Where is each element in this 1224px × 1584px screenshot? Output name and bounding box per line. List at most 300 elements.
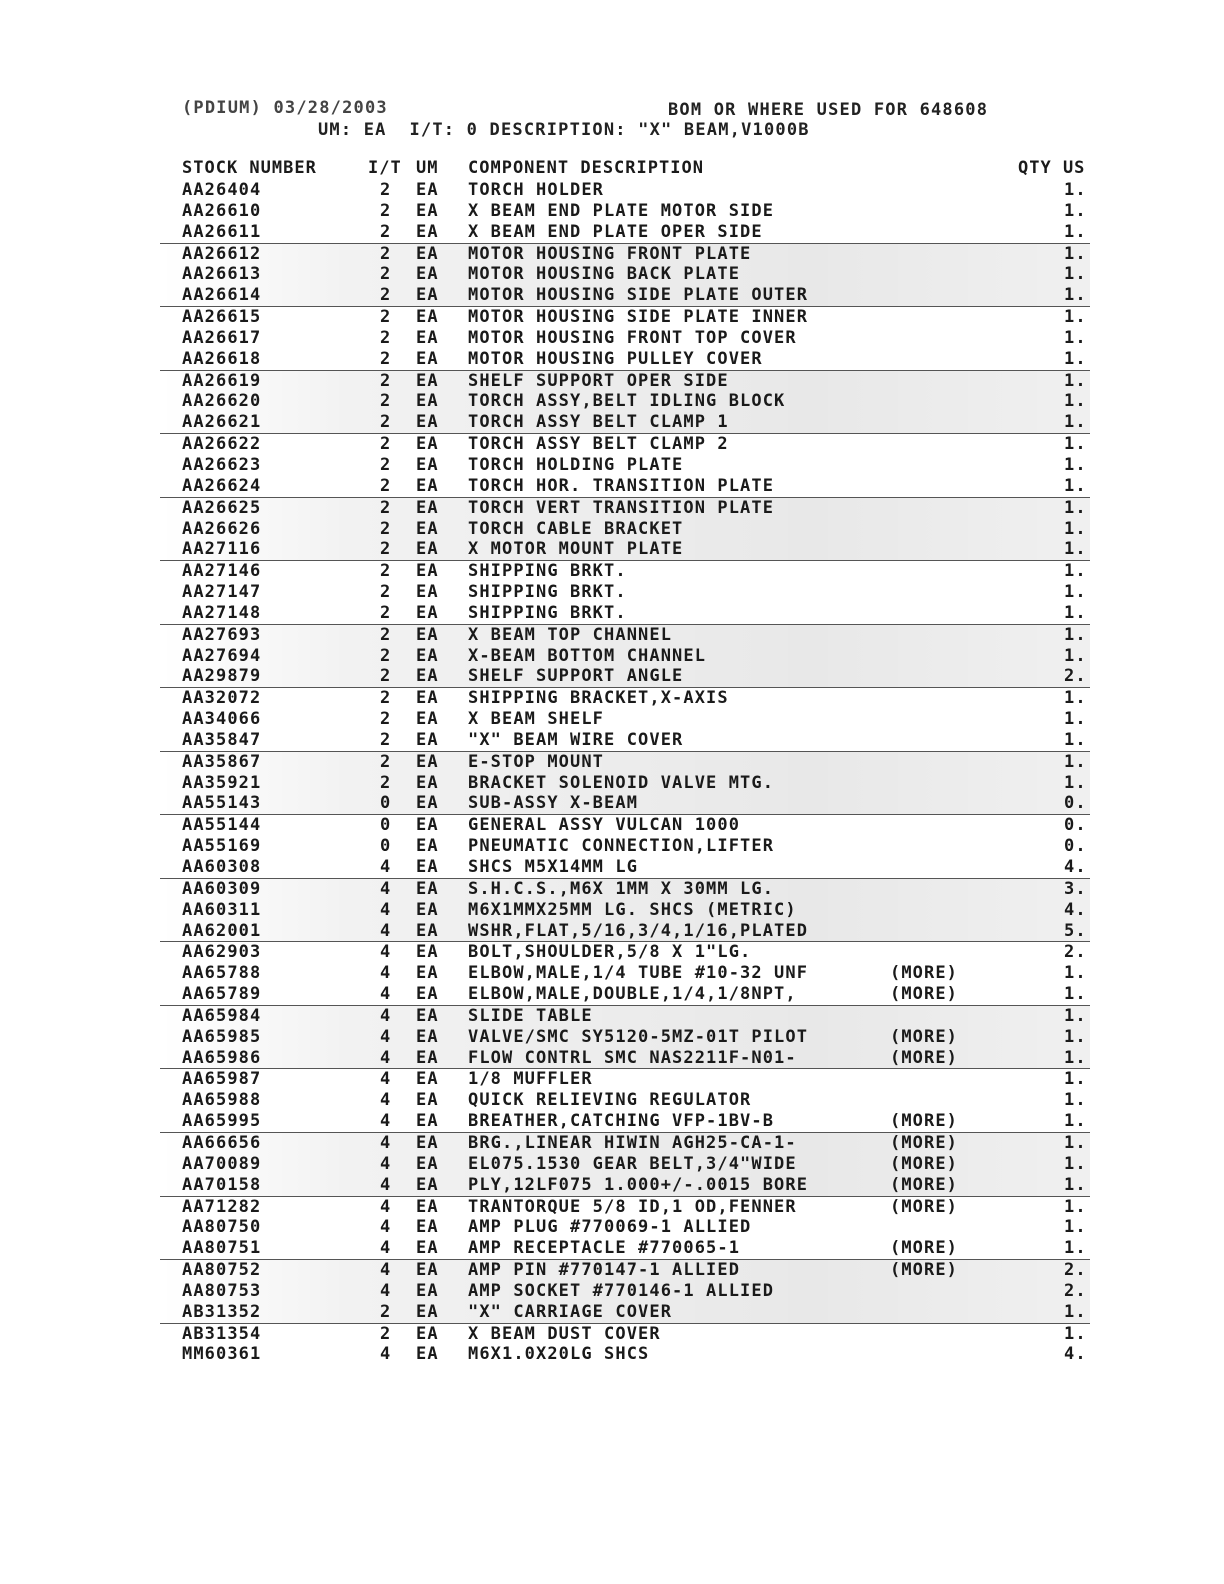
qty-cell: 1. bbox=[1064, 1005, 1087, 1026]
qty-cell: 4. bbox=[1064, 1344, 1087, 1365]
qty-cell: 1. bbox=[1064, 624, 1087, 645]
item-type-cell: 4 bbox=[380, 1111, 392, 1132]
description-cell: BOLT,SHOULDER,5/8 X 1"LG. bbox=[468, 942, 752, 963]
stock-number-cell: AA27146 bbox=[182, 561, 262, 582]
table-row bbox=[160, 963, 1090, 984]
unit-cell: EA bbox=[416, 920, 439, 941]
stock-number-cell: AA26626 bbox=[182, 518, 262, 539]
description-cell: X-BEAM BOTTOM CHANNEL bbox=[468, 645, 707, 666]
table-row bbox=[160, 519, 1090, 540]
item-type-cell: 2 bbox=[380, 729, 392, 750]
table-row bbox=[160, 1217, 1090, 1238]
qty-cell: 1. bbox=[1064, 984, 1087, 1005]
description-cell: WSHR,FLAT,5/16,3/4,1/16,PLATED bbox=[468, 920, 809, 941]
description-cell: M6X1.0X20LG SHCS bbox=[468, 1344, 650, 1365]
qty-cell: 1. bbox=[1064, 1196, 1087, 1217]
qty-cell: 1. bbox=[1064, 285, 1087, 306]
stock-number-cell: AA26622 bbox=[182, 434, 262, 455]
unit-cell: EA bbox=[416, 497, 439, 518]
table-row bbox=[160, 244, 1090, 265]
table-row bbox=[160, 201, 1090, 222]
description-cell: TORCH HOR. TRANSITION PLATE bbox=[468, 475, 775, 496]
description-cell: AMP PLUG #770069-1 ALLIED bbox=[468, 1217, 752, 1238]
bom-printout bbox=[160, 96, 1090, 1364]
description-cell: MOTOR HOUSING SIDE PLATE OUTER bbox=[468, 285, 809, 306]
item-type-cell: 2 bbox=[380, 307, 392, 328]
table-row bbox=[160, 1006, 1090, 1027]
col-item-type: I/T bbox=[368, 158, 402, 178]
qty-cell: 1. bbox=[1064, 200, 1087, 221]
item-type-cell: 2 bbox=[380, 180, 392, 200]
description-cell: PNEUMATIC CONNECTION,LIFTER bbox=[468, 836, 775, 857]
description-cell: TORCH HOLDING PLATE bbox=[468, 454, 684, 475]
qty-cell: 1. bbox=[1064, 1153, 1087, 1174]
stock-number-cell: AA62001 bbox=[182, 920, 262, 941]
unit-cell: EA bbox=[416, 1005, 439, 1026]
table-row bbox=[160, 180, 1090, 201]
item-type-cell: 4 bbox=[380, 1153, 392, 1174]
table-row bbox=[160, 1260, 1090, 1281]
stock-number-cell: AA80750 bbox=[182, 1217, 262, 1238]
table-row bbox=[160, 1302, 1090, 1324]
stock-number-cell: AA70089 bbox=[182, 1153, 262, 1174]
unit-cell: EA bbox=[416, 729, 439, 750]
stock-number-cell: AA55144 bbox=[182, 815, 262, 836]
description-cell: TORCH CABLE BRACKET bbox=[468, 518, 684, 539]
stock-number-cell: AA35867 bbox=[182, 751, 262, 772]
item-type-cell: 2 bbox=[380, 1323, 392, 1344]
description-cell: SHIPPING BRKT. bbox=[468, 561, 627, 582]
item-type-cell: 2 bbox=[380, 327, 392, 348]
stock-number-cell: AA80751 bbox=[182, 1238, 262, 1259]
description-cell: MOTOR HOUSING PULLEY COVER bbox=[468, 348, 763, 369]
unit-cell: EA bbox=[416, 518, 439, 539]
qty-cell: 1. bbox=[1064, 1069, 1087, 1090]
more-flag-cell: (MORE) bbox=[890, 1132, 959, 1153]
col-description: COMPONENT DESCRIPTION bbox=[468, 158, 704, 178]
description-cell: X MOTOR MOUNT PLATE bbox=[468, 539, 684, 560]
table-row bbox=[160, 815, 1090, 836]
unit-cell: EA bbox=[416, 412, 439, 433]
qty-cell: 0. bbox=[1064, 836, 1087, 857]
unit-cell: EA bbox=[416, 243, 439, 264]
item-type-cell: 2 bbox=[380, 454, 392, 475]
qty-cell: 4. bbox=[1064, 899, 1087, 920]
unit-cell: EA bbox=[416, 857, 439, 877]
stock-number-cell: AA26618 bbox=[182, 348, 262, 369]
description-cell: EL075.1530 GEAR BELT,3/4"WIDE bbox=[468, 1153, 797, 1174]
qty-cell: 1. bbox=[1064, 221, 1087, 242]
stock-number-cell: AA62903 bbox=[182, 942, 262, 963]
description-cell: M6X1MMX25MM LG. SHCS (METRIC) bbox=[468, 899, 797, 920]
item-type-cell: 4 bbox=[380, 1090, 392, 1111]
qty-cell: 1. bbox=[1064, 1132, 1087, 1153]
description-cell: SHELF SUPPORT OPER SIDE bbox=[468, 370, 729, 391]
table-row bbox=[160, 688, 1090, 709]
col-unit: UM bbox=[416, 158, 439, 178]
description-cell: MOTOR HOUSING FRONT TOP COVER bbox=[468, 327, 797, 348]
stock-number-cell: AA27694 bbox=[182, 645, 262, 666]
unit-cell: EA bbox=[416, 1132, 439, 1153]
description-cell: QUICK RELIEVING REGULATOR bbox=[468, 1090, 752, 1111]
stock-number-cell: AA26619 bbox=[182, 370, 262, 391]
stock-number-cell: AA65788 bbox=[182, 963, 262, 984]
unit-cell: EA bbox=[416, 348, 439, 369]
table-row bbox=[160, 942, 1090, 963]
stock-number-cell: AA65987 bbox=[182, 1069, 262, 1090]
item-type-cell: 2 bbox=[380, 688, 392, 709]
table-row bbox=[160, 1238, 1090, 1260]
table-row bbox=[160, 307, 1090, 328]
item-type-cell: 2 bbox=[380, 348, 392, 369]
description-cell: BRACKET SOLENOID VALVE MTG. bbox=[468, 772, 775, 793]
description-cell: TORCH HOLDER bbox=[468, 180, 605, 200]
stock-number-cell: AA26404 bbox=[182, 180, 262, 200]
bom-table bbox=[160, 180, 1090, 1365]
unit-cell: EA bbox=[416, 709, 439, 730]
table-row bbox=[160, 666, 1090, 688]
table-row bbox=[160, 391, 1090, 412]
item-type-cell: 2 bbox=[380, 518, 392, 539]
qty-cell: 1. bbox=[1064, 772, 1087, 793]
more-flag-cell: (MORE) bbox=[890, 1238, 959, 1259]
qty-cell: 1. bbox=[1064, 1217, 1087, 1238]
stock-number-cell: AA26612 bbox=[182, 243, 262, 264]
qty-cell: 2. bbox=[1064, 942, 1087, 963]
unit-cell: EA bbox=[416, 539, 439, 560]
item-type-cell: 2 bbox=[380, 285, 392, 306]
qty-cell: 1. bbox=[1064, 454, 1087, 475]
qty-cell: 1. bbox=[1064, 497, 1087, 518]
table-row bbox=[160, 328, 1090, 349]
unit-cell: EA bbox=[416, 1301, 439, 1322]
item-type-cell: 0 bbox=[380, 793, 392, 814]
qty-cell: 1. bbox=[1064, 327, 1087, 348]
table-row bbox=[160, 730, 1090, 752]
table-row bbox=[160, 625, 1090, 646]
qty-cell: 1. bbox=[1064, 582, 1087, 603]
item-type-cell: 2 bbox=[380, 561, 392, 582]
item-type-cell: 4 bbox=[380, 1196, 392, 1217]
unit-cell: EA bbox=[416, 391, 439, 412]
item-type-cell: 4 bbox=[380, 942, 392, 963]
description-cell: S.H.C.S.,M6X 1MM X 30MM LG. bbox=[468, 878, 775, 899]
unit-cell: EA bbox=[416, 1047, 439, 1068]
unit-cell: EA bbox=[416, 1280, 439, 1301]
more-flag-cell: (MORE) bbox=[890, 1260, 959, 1281]
table-row bbox=[160, 561, 1090, 582]
table-row bbox=[160, 984, 1090, 1006]
stock-number-cell: AA27693 bbox=[182, 624, 262, 645]
item-type-cell: 4 bbox=[380, 1005, 392, 1026]
stock-number-cell: AA32072 bbox=[182, 688, 262, 709]
description-cell: MOTOR HOUSING SIDE PLATE INNER bbox=[468, 307, 809, 328]
item-type-cell: 2 bbox=[380, 709, 392, 730]
unit-cell: EA bbox=[416, 1238, 439, 1259]
description-cell: SHELF SUPPORT ANGLE bbox=[468, 666, 684, 687]
qty-cell: 1. bbox=[1064, 1090, 1087, 1111]
stock-number-cell: AA65789 bbox=[182, 984, 262, 1005]
item-type-cell: 4 bbox=[380, 1026, 392, 1047]
table-row bbox=[160, 582, 1090, 603]
description-cell: 1/8 MUFFLER bbox=[468, 1069, 593, 1090]
qty-cell: 1. bbox=[1064, 1026, 1087, 1047]
more-flag-cell: (MORE) bbox=[890, 1111, 959, 1132]
stock-number-cell: AA80753 bbox=[182, 1280, 262, 1301]
item-type-cell: 4 bbox=[380, 920, 392, 941]
unit-cell: EA bbox=[416, 1260, 439, 1281]
table-row bbox=[160, 836, 1090, 857]
table-row bbox=[160, 1090, 1090, 1111]
table-row bbox=[160, 773, 1090, 794]
unit-cell: EA bbox=[416, 836, 439, 857]
table-row bbox=[160, 879, 1090, 900]
item-type-cell: 4 bbox=[380, 1132, 392, 1153]
table-row bbox=[160, 1324, 1090, 1345]
more-flag-cell: (MORE) bbox=[890, 1153, 959, 1174]
item-type-cell: 4 bbox=[380, 1280, 392, 1301]
stock-number-cell: AA26624 bbox=[182, 475, 262, 496]
stock-number-cell: AB31352 bbox=[182, 1301, 262, 1322]
unit-cell: EA bbox=[416, 1344, 439, 1365]
item-type-cell: 2 bbox=[380, 200, 392, 221]
description-cell: FLOW CONTRL SMC NAS2211F-N01- bbox=[468, 1047, 797, 1068]
unit-cell: EA bbox=[416, 285, 439, 306]
item-type-cell: 2 bbox=[380, 243, 392, 264]
stock-number-cell: AA26610 bbox=[182, 200, 262, 221]
unit-cell: EA bbox=[416, 1111, 439, 1132]
qty-cell: 2. bbox=[1064, 666, 1087, 687]
table-row bbox=[160, 921, 1090, 943]
table-row bbox=[160, 264, 1090, 285]
item-type-cell: 2 bbox=[380, 475, 392, 496]
table-row bbox=[160, 603, 1090, 625]
item-type-cell: 4 bbox=[380, 899, 392, 920]
qty-cell: 1. bbox=[1064, 645, 1087, 666]
unit-cell: EA bbox=[416, 582, 439, 603]
qty-cell: 1. bbox=[1064, 1301, 1087, 1322]
unit-cell: EA bbox=[416, 984, 439, 1005]
description-cell: BREATHER,CATCHING VFP-1BV-B bbox=[468, 1111, 775, 1132]
item-type-cell: 2 bbox=[380, 221, 392, 242]
more-flag-cell: (MORE) bbox=[890, 984, 959, 1005]
qty-cell: 1. bbox=[1064, 1323, 1087, 1344]
description-cell: "X" BEAM WIRE COVER bbox=[468, 729, 684, 750]
description-cell: GENERAL ASSY VULCAN 1000 bbox=[468, 815, 741, 836]
qty-cell: 1. bbox=[1064, 1111, 1087, 1132]
item-type-cell: 2 bbox=[380, 582, 392, 603]
qty-cell: 1. bbox=[1064, 412, 1087, 433]
unit-cell: EA bbox=[416, 899, 439, 920]
qty-cell: 1. bbox=[1064, 709, 1087, 730]
item-type-cell: 2 bbox=[380, 624, 392, 645]
unit-cell: EA bbox=[416, 1069, 439, 1090]
item-type-cell: 2 bbox=[380, 772, 392, 793]
table-row bbox=[160, 498, 1090, 519]
stock-number-cell: AA26611 bbox=[182, 221, 262, 242]
description-cell: "X" CARRIAGE COVER bbox=[468, 1301, 673, 1322]
table-row bbox=[160, 1027, 1090, 1048]
description-cell: AMP PIN #770147-1 ALLIED bbox=[468, 1260, 741, 1281]
qty-cell: 1. bbox=[1064, 264, 1087, 285]
stock-number-cell: AA65985 bbox=[182, 1026, 262, 1047]
unit-cell: EA bbox=[416, 1174, 439, 1195]
description-cell: ELBOW,MALE,1/4 TUBE #10-32 UNF bbox=[468, 963, 809, 984]
unit-cell: EA bbox=[416, 878, 439, 899]
qty-cell: 0. bbox=[1064, 815, 1087, 836]
qty-cell: 2. bbox=[1064, 1260, 1087, 1281]
stock-number-cell: AA26623 bbox=[182, 454, 262, 475]
stock-number-cell: AA27147 bbox=[182, 582, 262, 603]
stock-number-cell: AB31354 bbox=[182, 1323, 262, 1344]
stock-number-cell: AA65984 bbox=[182, 1005, 262, 1026]
qty-cell: 1. bbox=[1064, 561, 1087, 582]
unit-cell: EA bbox=[416, 942, 439, 963]
unit-cell: EA bbox=[416, 200, 439, 221]
stock-number-cell: AA26625 bbox=[182, 497, 262, 518]
unit-cell: EA bbox=[416, 772, 439, 793]
stock-number-cell: AA65986 bbox=[182, 1047, 262, 1068]
stock-number-cell: AA27148 bbox=[182, 602, 262, 623]
item-type-cell: 2 bbox=[380, 264, 392, 285]
table-row bbox=[160, 1197, 1090, 1218]
description-cell: BRG.,LINEAR HIWIN AGH25-CA-1- bbox=[468, 1132, 797, 1153]
item-type-cell: 4 bbox=[380, 1260, 392, 1281]
table-row bbox=[160, 412, 1090, 434]
unit-cell: EA bbox=[416, 963, 439, 984]
stock-number-cell: AA65995 bbox=[182, 1111, 262, 1132]
item-type-cell: 2 bbox=[380, 370, 392, 391]
qty-cell: 1. bbox=[1064, 1047, 1087, 1068]
unit-cell: EA bbox=[416, 666, 439, 687]
unit-cell: EA bbox=[416, 561, 439, 582]
item-type-cell: 2 bbox=[380, 751, 392, 772]
description-cell: AMP RECEPTACLE #770065-1 bbox=[468, 1238, 741, 1259]
stock-number-cell: AA26613 bbox=[182, 264, 262, 285]
item-type-cell: 4 bbox=[380, 1174, 392, 1195]
qty-cell: 1. bbox=[1064, 370, 1087, 391]
description-cell: TORCH ASSY,BELT IDLING BLOCK bbox=[468, 391, 786, 412]
qty-cell: 2. bbox=[1064, 1280, 1087, 1301]
stock-number-cell: MM60361 bbox=[182, 1344, 262, 1365]
stock-number-cell: AA34066 bbox=[182, 709, 262, 730]
description-cell: SHIPPING BRKT. bbox=[468, 582, 627, 603]
item-type-cell: 4 bbox=[380, 1217, 392, 1238]
stock-number-cell: AA26617 bbox=[182, 327, 262, 348]
description-cell: MOTOR HOUSING BACK PLATE bbox=[468, 264, 741, 285]
qty-cell: 1. bbox=[1064, 518, 1087, 539]
unit-cell: EA bbox=[416, 1323, 439, 1344]
item-type-cell: 4 bbox=[380, 878, 392, 899]
unit-cell: EA bbox=[416, 793, 439, 814]
qty-cell: 1. bbox=[1064, 729, 1087, 750]
unit-cell: EA bbox=[416, 602, 439, 623]
stock-number-cell: AA71282 bbox=[182, 1196, 262, 1217]
table-row bbox=[160, 1111, 1090, 1133]
item-type-cell: 4 bbox=[380, 1344, 392, 1365]
unit-cell: EA bbox=[416, 624, 439, 645]
table-row bbox=[160, 900, 1090, 921]
description-cell: SUB-ASSY X-BEAM bbox=[468, 793, 639, 814]
description-cell: MOTOR HOUSING FRONT PLATE bbox=[468, 243, 752, 264]
stock-number-cell: AA26614 bbox=[182, 285, 262, 306]
description-cell: TORCH ASSY BELT CLAMP 1 bbox=[468, 412, 729, 433]
item-type-cell: 2 bbox=[380, 497, 392, 518]
table-row bbox=[160, 222, 1090, 244]
description-cell: X BEAM END PLATE MOTOR SIDE bbox=[468, 200, 775, 221]
table-row bbox=[160, 646, 1090, 667]
table-row bbox=[160, 371, 1090, 392]
qty-cell: 1. bbox=[1064, 751, 1087, 772]
description-cell: X BEAM TOP CHANNEL bbox=[468, 624, 673, 645]
unit-cell: EA bbox=[416, 815, 439, 836]
qty-cell: 1. bbox=[1064, 602, 1087, 623]
item-type-cell: 2 bbox=[380, 666, 392, 687]
unit-cell: EA bbox=[416, 370, 439, 391]
report-subtitle: UM: EA I/T: 0 DESCRIPTION: "X" BEAM,V1000B bbox=[318, 120, 810, 140]
description-cell: TRANTORQUE 5/8 ID,1 OD,FENNER bbox=[468, 1196, 797, 1217]
table-row bbox=[160, 1133, 1090, 1154]
unit-cell: EA bbox=[416, 180, 439, 200]
more-flag-cell: (MORE) bbox=[890, 963, 959, 984]
report-date: (PDIUM) 03/28/2003 bbox=[182, 98, 388, 118]
description-cell: X BEAM END PLATE OPER SIDE bbox=[468, 221, 763, 242]
table-row bbox=[160, 1069, 1090, 1090]
description-cell: AMP SOCKET #770146-1 ALLIED bbox=[468, 1280, 775, 1301]
unit-cell: EA bbox=[416, 327, 439, 348]
item-type-cell: 4 bbox=[380, 963, 392, 984]
description-cell: SHIPPING BRACKET,X-AXIS bbox=[468, 688, 729, 709]
qty-cell: 1. bbox=[1064, 180, 1087, 200]
table-row bbox=[160, 455, 1090, 476]
item-type-cell: 2 bbox=[380, 412, 392, 433]
report-title: BOM OR WHERE USED FOR 648608 bbox=[668, 100, 989, 120]
description-cell: TORCH VERT TRANSITION PLATE bbox=[468, 497, 775, 518]
more-flag-cell: (MORE) bbox=[890, 1047, 959, 1068]
table-row bbox=[160, 1281, 1090, 1302]
unit-cell: EA bbox=[416, 475, 439, 496]
item-type-cell: 4 bbox=[380, 984, 392, 1005]
unit-cell: EA bbox=[416, 221, 439, 242]
qty-cell: 1. bbox=[1064, 307, 1087, 328]
unit-cell: EA bbox=[416, 1196, 439, 1217]
item-type-cell: 4 bbox=[380, 857, 392, 877]
qty-cell: 1. bbox=[1064, 963, 1087, 984]
description-cell: TORCH ASSY BELT CLAMP 2 bbox=[468, 434, 729, 455]
col-stock-number: STOCK NUMBER bbox=[182, 158, 317, 178]
stock-number-cell: AA29879 bbox=[182, 666, 262, 687]
stock-number-cell: AA60311 bbox=[182, 899, 262, 920]
more-flag-cell: (MORE) bbox=[890, 1196, 959, 1217]
description-cell: PLY,12LF075 1.000+/-.0015 BORE bbox=[468, 1174, 809, 1195]
unit-cell: EA bbox=[416, 1090, 439, 1111]
stock-number-cell: AA35921 bbox=[182, 772, 262, 793]
unit-cell: EA bbox=[416, 1217, 439, 1238]
table-row bbox=[160, 1175, 1090, 1197]
table-row bbox=[160, 476, 1090, 498]
qty-cell: 1. bbox=[1064, 475, 1087, 496]
item-type-cell: 2 bbox=[380, 391, 392, 412]
item-type-cell: 2 bbox=[380, 434, 392, 455]
description-cell: X BEAM DUST COVER bbox=[468, 1323, 661, 1344]
unit-cell: EA bbox=[416, 454, 439, 475]
table-row bbox=[160, 752, 1090, 773]
stock-number-cell: AA55143 bbox=[182, 793, 262, 814]
unit-cell: EA bbox=[416, 645, 439, 666]
more-flag-cell: (MORE) bbox=[890, 1174, 959, 1195]
more-flag-cell: (MORE) bbox=[890, 1026, 959, 1047]
unit-cell: EA bbox=[416, 264, 439, 285]
